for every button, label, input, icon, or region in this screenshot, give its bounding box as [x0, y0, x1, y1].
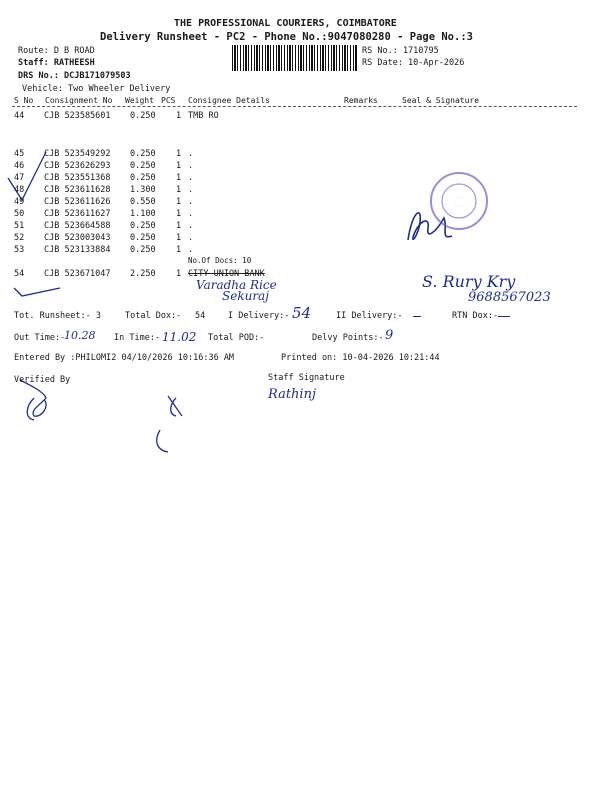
company-title: THE PROFESSIONAL COURIERS, COIMBATORE: [174, 18, 397, 29]
rs-date: RS Date: 10-Apr-2026: [362, 58, 465, 68]
row-consignee: .: [188, 149, 194, 159]
out-time-value: 10.28: [64, 329, 96, 342]
row-weight: 1.300: [130, 185, 156, 195]
row-consignment: CJB 523003043: [44, 233, 111, 243]
row-consignee: .: [188, 233, 194, 243]
rs-number: RS No.: 1710795: [362, 46, 439, 56]
row-pcs: 1: [176, 197, 182, 207]
row-pcs: 1: [176, 245, 182, 255]
row-consignee: .: [188, 245, 194, 255]
row-consignment: CJB 523133884: [44, 245, 111, 255]
row-weight: 0.250: [130, 149, 156, 159]
row-consignee: .: [188, 185, 194, 195]
row-consignment: CJB 523626293: [44, 161, 111, 171]
row-pcs: 1: [176, 149, 182, 159]
row-sno: 48: [14, 185, 25, 195]
row-pcs: 1: [176, 221, 182, 231]
delvy-points-label: Delvy Points:-: [312, 333, 384, 343]
in-time-value: 11.02: [162, 330, 197, 344]
row-sno: 51: [14, 221, 25, 231]
row-consignee: CITY UNION BANK: [188, 269, 265, 279]
row-pcs: 1: [176, 173, 182, 183]
col-seal-signature: Seal & Signature: [402, 96, 480, 105]
drs-number: DRS No.: DCJB171079503: [18, 71, 131, 81]
row-pcs: 1: [176, 209, 182, 219]
row-pcs: 1: [176, 111, 182, 121]
row-consignment: CJB 523611627: [44, 209, 111, 219]
row-pcs: 1: [176, 233, 182, 243]
entered-by: Entered By :PHILOMI2 04/10/2026 10:16:36 AM: [14, 353, 235, 363]
row-pcs: 1: [176, 269, 182, 279]
staff-signature-label: Staff Signature: [268, 373, 345, 383]
row-weight: 1.100: [130, 209, 156, 219]
printed-on: Printed on: 10-04-2026 10:21:44: [281, 353, 440, 363]
in-time-label: In Time:-: [114, 333, 161, 343]
row-sno: 49: [14, 197, 25, 207]
row-consignment: CJB 523551368: [44, 173, 111, 183]
svg-text:· · ·: · · ·: [455, 203, 463, 209]
ii-delivery-label: II Delivery:-: [336, 311, 403, 321]
dash-mark: [498, 316, 510, 317]
staff-signature: Rathinj: [268, 387, 316, 402]
row-weight: 0.250: [130, 111, 156, 121]
row-sno: 47: [14, 173, 25, 183]
no-of-docs: No.Of Docs: 10: [188, 256, 252, 265]
row-sno: 46: [14, 161, 25, 171]
total-pod-label: Total POD:-: [208, 333, 265, 343]
row-consignee: .: [188, 197, 194, 207]
row-sno: 45: [14, 149, 25, 159]
i-delivery-label: I Delivery:-: [228, 311, 290, 321]
row-pcs: 1: [176, 161, 182, 171]
row-weight: 0.250: [130, 173, 156, 183]
staff: Staff: RATHEESH: [18, 58, 95, 68]
row-consignment: CJB 523585601: [44, 111, 111, 121]
row-weight: 0.250: [130, 233, 156, 243]
dash-mark: [413, 316, 421, 317]
tot-runsheet: Tot. Runsheet:- 3: [14, 311, 101, 321]
row-pcs: 1: [176, 185, 182, 195]
row-weight: 0.250: [130, 245, 156, 255]
row-sno: 50: [14, 209, 25, 219]
row-sno: 54: [14, 269, 25, 279]
row-consignee: .: [188, 173, 194, 183]
check-mark-icon: [14, 288, 60, 296]
row-consignee: .: [188, 161, 194, 171]
row-sno: 52: [14, 233, 25, 243]
vehicle: Vehicle: Two Wheeler Delivery: [22, 84, 171, 94]
total-dox-label: Total Dox:-: [125, 311, 182, 321]
i-delivery-value: 54: [292, 304, 312, 322]
row-sno: 44: [14, 111, 25, 121]
verified-by: Verified By: [14, 375, 71, 385]
row-consignment: CJB 523671047: [44, 269, 111, 279]
handwritten-consignee-line2: Sekuraj: [222, 289, 269, 303]
row-consignment: CJB 523611626: [44, 197, 111, 207]
delvy-points-value: 9: [385, 328, 394, 343]
receiver-phone: 9688567023: [468, 290, 551, 305]
signature-icon: [157, 396, 182, 452]
seal-stamp: [428, 170, 490, 232]
col-sno: S No: [14, 96, 34, 105]
check-mark-icon: [8, 152, 46, 200]
row-weight: 0.250: [130, 221, 156, 231]
col-consignment: Consignment No: [45, 96, 113, 105]
row-sno: 53: [14, 245, 25, 255]
rtn-dox-label: RTN Dox:-: [452, 311, 499, 321]
row-consignment: CJB 523664588: [44, 221, 111, 231]
col-consignee: Consignee Details: [188, 96, 270, 105]
row-weight: 2.250: [130, 269, 156, 279]
col-pcs: PCS: [161, 96, 176, 105]
receiver-name: S. Rury Kry: [422, 272, 516, 291]
out-time-label: Out Time:-: [14, 333, 66, 343]
col-weight: Weight: [125, 96, 154, 105]
handwritten-consignee-line1: Varadha Rice: [196, 278, 277, 292]
total-dox-value: 54: [195, 311, 206, 321]
runsheet-title: Delivery Runsheet - PC2 - Phone No.:9047080280 - Page No.:3: [100, 31, 473, 43]
row-consignment: CJB 523611628: [44, 185, 111, 195]
svg-text:· · · ·: · · · ·: [453, 195, 465, 201]
col-remarks: Remarks: [344, 96, 378, 105]
row-consignment: CJB 523549292: [44, 149, 111, 159]
row-weight: 0.550: [130, 197, 156, 207]
row-consignee: .: [188, 209, 194, 219]
route: Route: D B ROAD: [18, 46, 95, 56]
row-consignee: TMB RO: [188, 111, 219, 121]
row-weight: 0.250: [130, 161, 156, 171]
row-consignee: .: [188, 221, 194, 231]
